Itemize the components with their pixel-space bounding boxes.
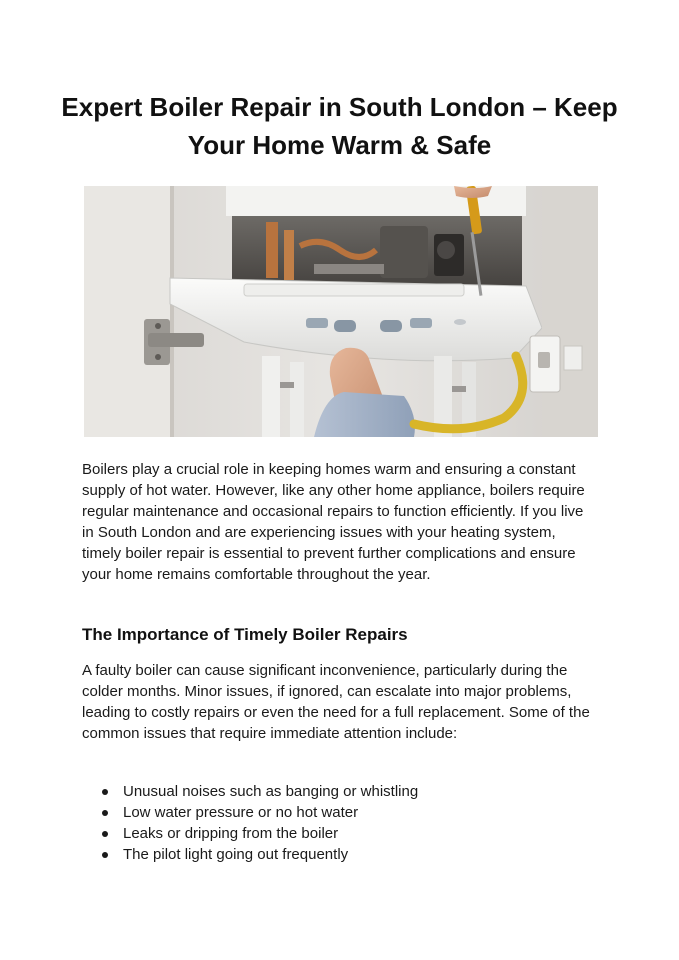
list-item-text: Unusual noises such as banging or whistling	[123, 783, 419, 800]
bullet-icon	[102, 852, 108, 858]
bullet-icon	[102, 789, 108, 795]
page-title: Expert Boiler Repair in South London – Keep Your Home Warm & Safe	[61, 92, 618, 160]
list-item	[82, 802, 597, 823]
bullet-icon	[102, 810, 108, 816]
section-heading: The Importance of Timely Boiler Repairs	[82, 625, 408, 644]
list-item-text: The pilot light going out frequently	[123, 846, 349, 863]
list-item-text: Leaks or dripping from the boiler	[123, 825, 339, 842]
intro-paragraph: Boilers play a crucial role in keeping homes warm and ensuring a constant supply of hot water. However, like any other home appliance, boilers require regular maintenance and occasional repairs to function efficiently. If you live in South London and are experiencing issues with your heating system, timely boiler repair is essential to prevent further complications and ensure your home remains comfortable throughout the year.	[82, 461, 585, 583]
bullet-icon	[102, 831, 108, 837]
list-item	[82, 844, 597, 865]
list-item	[82, 823, 597, 844]
boiler-repair-photo	[84, 186, 598, 437]
list-item	[82, 781, 597, 802]
issues-list	[82, 781, 597, 865]
section-paragraph: A faulty boiler can cause significant inconvenience, particularly during the colder months. Minor issues, if ignored, can escalate into major problems, leading to costly repairs or even the need for a full replacement. Some of the common issues that require immediate attention include:	[82, 662, 590, 742]
list-item-text: Low water pressure or no hot water	[123, 804, 359, 821]
